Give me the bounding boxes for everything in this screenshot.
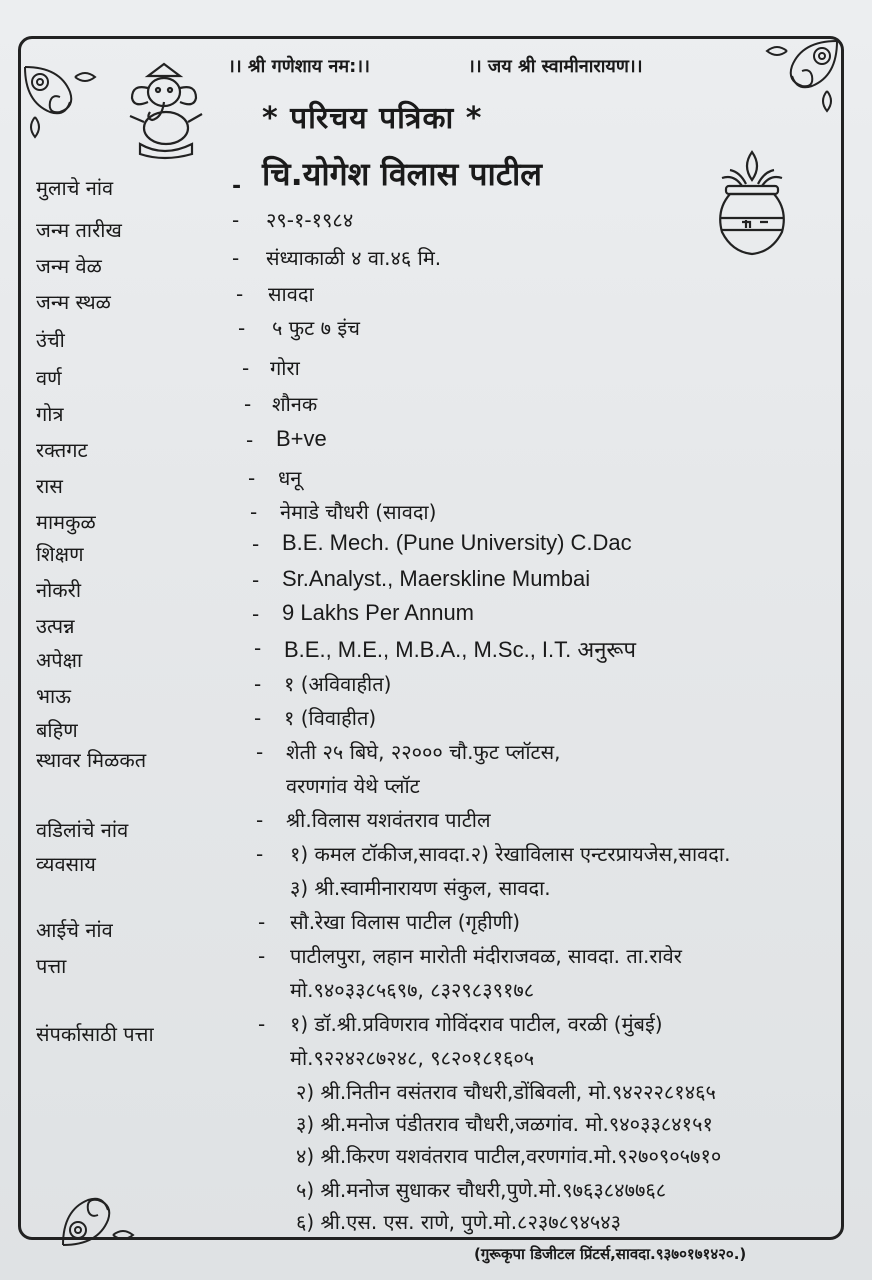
field-value: संध्याकाळी ४ वा.४६ मि. — [266, 246, 442, 270]
field-label: वडिलांचे नांव — [36, 818, 129, 842]
field-value: शौनक — [272, 392, 318, 416]
field-value: Sr.Analyst., Maerskline Mumbai — [282, 566, 591, 591]
field-dash: - — [256, 808, 264, 832]
field-value: सावदा — [268, 282, 314, 306]
contact-line: २) श्री.नितीन वसंतराव चौधरी,डोंबिवली, मो.९४२२२८१४६५ — [296, 1080, 716, 1104]
field-dash: - — [232, 246, 240, 270]
field-dash: - — [248, 466, 256, 490]
field-value-continued: मो.९४०३३८५६९७, ८३२९८३९१७८ — [290, 978, 535, 1002]
field-value: B+ve — [276, 426, 327, 451]
field-value: १) कमल टॉकीज,सावदा.२) रेखाविलास एन्टरप्रायजेस,सावदा. — [290, 842, 731, 866]
field-value: B.E., M.E., M.B.A., M.Sc., I.T. अनुरूप — [284, 637, 636, 662]
field-value: २९-१-१९८४ — [266, 208, 354, 232]
page-title: * परिचय पत्रिका * — [262, 101, 483, 136]
field-label: जन्म तारीख — [36, 218, 122, 242]
field-value: श्री.विलास यशवंतराव पाटील — [286, 808, 491, 832]
contact-line: मो.९२२४२८७२४८, ९८२०१८१६०५ — [290, 1046, 535, 1070]
field-label: संपर्कासाठी पत्ता — [36, 1022, 154, 1046]
field-dash: - — [254, 636, 262, 660]
field-dash: - — [232, 174, 242, 199]
header-ganesh-invocation: ।। श्री गणेशाय नम:।। — [228, 56, 370, 77]
floral-corner-icon — [58, 1160, 148, 1250]
field-label: अपेक्षा — [36, 648, 83, 672]
contact-line: ६) श्री.एस. एस. राणे, पुणे.मो.८२३७८९४५४३ — [296, 1210, 622, 1234]
floral-corner-icon — [752, 36, 842, 126]
field-dash: - — [246, 428, 254, 452]
field-dash: - — [236, 282, 244, 306]
field-label: भाऊ — [36, 684, 71, 708]
floral-corner-icon — [20, 62, 110, 152]
field-value: सौ.रेखा विलास पाटील (गृहीणी) — [290, 910, 521, 934]
field-label: जन्म स्थळ — [36, 290, 111, 314]
field-label: गोत्र — [36, 402, 64, 426]
field-dash: - — [252, 602, 260, 626]
field-value: ५ फुट ७ इंच — [272, 316, 360, 340]
contact-line: ३) श्री.मनोज पंडीतराव चौधरी,जळगांव. मो.९४०३३८४१५१ — [296, 1112, 713, 1136]
candidate-name: चि.योगेश विलास पाटील — [262, 155, 542, 193]
field-dash: - — [256, 740, 264, 764]
field-dash: - — [258, 910, 266, 934]
field-dash: - — [244, 392, 252, 416]
ganesh-icon — [118, 62, 210, 162]
field-dash: - — [242, 356, 250, 380]
header-swaminarayan-invocation: ।। जय श्री स्वामीनारायण।। — [468, 56, 643, 77]
field-value: धनू — [278, 466, 302, 490]
field-label: रक्तगट — [36, 438, 88, 462]
field-label: शिक्षण — [36, 542, 84, 566]
field-dash: - — [256, 842, 264, 866]
field-value: १ (विवाहीत) — [284, 706, 377, 730]
field-dash: - — [258, 1012, 266, 1036]
field-label: व्यवसाय — [36, 852, 96, 876]
field-dash: - — [252, 532, 260, 556]
field-dash: - — [252, 568, 260, 592]
field-dash: - — [254, 706, 262, 730]
field-label: आईचे नांव — [36, 918, 113, 942]
contact-line: ५) श्री.मनोज सुधाकर चौधरी,पुणे.मो.९७६३८४७७६८ — [296, 1178, 667, 1202]
field-dash: - — [250, 500, 258, 524]
field-value: नेमाडे चौधरी (सावदा) — [280, 500, 437, 524]
printer-credit: (गुरूकृपा डिजीटल प्रिंटर्स,सावदा.९३७०१७१४२०.) — [474, 1245, 747, 1263]
field-label: वर्ण — [36, 366, 62, 390]
field-value-continued: वरणगांव येथे प्लॉट — [286, 774, 420, 798]
field-value: पाटीलपुरा, लहान मारोती मंदीराजवळ, सावदा. ता.रावेर — [290, 944, 682, 968]
field-dash: - — [238, 316, 246, 340]
field-dash: - — [258, 944, 266, 968]
field-label: उत्पन्न — [36, 614, 75, 638]
field-label: बहिण — [36, 718, 78, 742]
field-value: 9 Lakhs Per Annum — [282, 600, 475, 625]
field-value: गोरा — [270, 356, 300, 380]
field-label: उंची — [36, 328, 65, 352]
field-value: १) डॉ.श्री.प्रविणराव गोविंदराव पाटील, वरळी (मुंबई) — [290, 1012, 663, 1036]
field-label: मुलाचे नांव — [36, 176, 114, 200]
field-dash: - — [254, 672, 262, 696]
field-label: जन्म वेळ — [36, 254, 102, 278]
field-value: B.E. Mech. (Pune University) C.Dac — [282, 530, 632, 555]
field-label: नोकरी — [36, 578, 81, 602]
field-value: १ (अविवाहीत) — [284, 672, 392, 696]
kalash-icon — [712, 148, 792, 264]
field-value-continued: ३) श्री.स्वामीनारायण संकुल, सावदा. — [290, 876, 551, 900]
field-label: पत्ता — [36, 954, 67, 978]
field-dash: - — [232, 208, 240, 232]
field-label: रास — [36, 474, 63, 498]
field-label: स्थावर मिळकत — [36, 748, 147, 772]
field-value: शेती २५ बिघे, २२००० चौ.फुट प्लॉटस, — [286, 740, 561, 764]
contact-line: ४) श्री.किरण यशवंतराव पाटील,वरणगांव.मो.९२७०९०५७१० — [296, 1144, 722, 1168]
field-label: मामकुळ — [36, 510, 96, 534]
